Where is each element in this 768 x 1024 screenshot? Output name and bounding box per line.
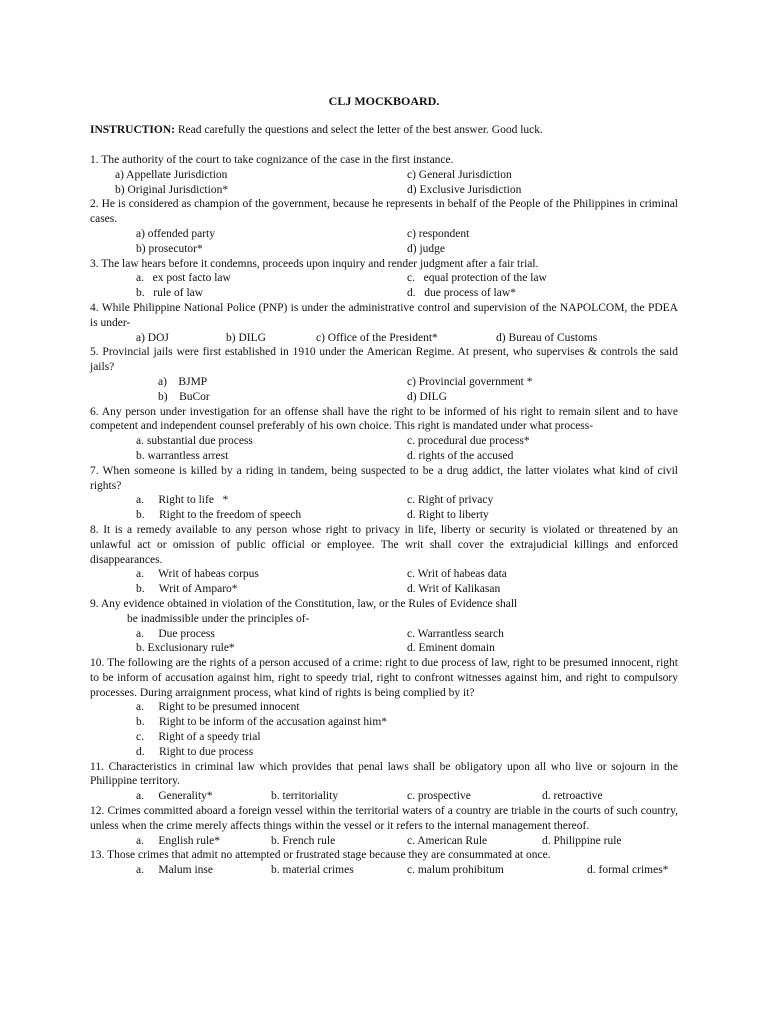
instruction-label: INSTRUCTION:: [90, 124, 175, 136]
answer-choice: b) prosecutor*: [136, 242, 203, 255]
question-text: 11. Characteristics in criminal law which provides that penal laws shall be obligatory upon all who live or sojourn in the Philippine territory.: [90, 760, 678, 788]
answer-choice: d. Right to due process: [136, 745, 254, 758]
answer-choice: b. material crimes: [271, 864, 354, 877]
answer-choice: c. equal protection of the law: [407, 272, 547, 285]
answer-choice: d. Philippine rule: [542, 834, 622, 847]
question-item: [90, 153, 678, 197]
answer-choice-row: [90, 582, 678, 597]
answer-choice: b. French rule: [271, 834, 336, 847]
answer-choice: c. Warrantless search: [407, 627, 504, 640]
answer-choice-row: [90, 700, 678, 715]
answer-choice-row: [90, 834, 678, 849]
answer-choice-row: [90, 493, 678, 508]
answer-choice: d) Exclusive Jurisdiction: [407, 183, 522, 196]
answer-choice-row: [90, 242, 678, 257]
answer-choice-row: [90, 715, 678, 730]
answer-choice: d. Right to liberty: [407, 509, 489, 522]
answer-choice: a. Generality*: [136, 790, 213, 803]
answer-choice: b) Original Jurisdiction*: [115, 183, 229, 196]
answer-choice-row: [90, 286, 678, 301]
answer-choice: d) DILG: [407, 390, 447, 403]
question-text: 2. He is considered as champion of the government, because he represents in behalf of the People of the Philippines in criminal cases.: [90, 198, 678, 226]
answer-choice: d. due process of law*: [407, 287, 516, 300]
question-item: [90, 257, 678, 301]
answer-choice: d. retroactive: [542, 790, 603, 803]
question-text: 7. When someone is killed by a riding in tandem, being suspected to be a drug addict, the latter violates what kind of civil rights?: [90, 464, 678, 492]
answer-choice: c. malum prohibitum: [407, 864, 504, 877]
answer-choice: d. formal crimes*: [587, 864, 669, 877]
answer-choice: c) respondent: [407, 227, 470, 240]
answer-choice: c) General Jurisdiction: [407, 168, 512, 181]
answer-choice: c. prospective: [407, 790, 471, 803]
answer-choice: a) DOJ: [136, 331, 169, 344]
answer-choice: a. Writ of habeas corpus: [136, 568, 259, 581]
question-text: 6. Any person under investigation for an offense shall have the right to be informed of his right to remain silent and to have competent and independent counsel preferably of his own choice. This right is mandated under what process-: [90, 405, 678, 433]
answer-choice-row: [90, 449, 678, 464]
answer-choice: a. English rule*: [136, 834, 220, 847]
answer-choice: b. territoriality: [271, 790, 339, 803]
instruction-text: Read carefully the questions and select the letter of the best answer. Good luck.: [177, 124, 543, 136]
instruction-line: [90, 123, 690, 138]
question-item: [90, 197, 678, 256]
answer-choice: b. Writ of Amparo*: [136, 583, 238, 596]
answer-choice-row: [90, 168, 678, 183]
answer-choice: b) BuCor: [158, 390, 210, 403]
question-item: [90, 597, 678, 656]
answer-choice-row: [90, 789, 678, 804]
answer-choice-row: [90, 641, 678, 656]
answer-choice: c) Provincial government *: [407, 375, 533, 388]
answer-choice: c. Writ of habeas data: [407, 568, 507, 581]
answer-choice: c) Office of the President*: [316, 331, 438, 344]
answer-choice-row: [90, 567, 678, 582]
question-text: 4. While Philippine National Police (PNP) is under the administrative control and supervision of the NAPOLCOM, the PDEA is under-: [90, 301, 678, 329]
answer-choice: a. Right to life *: [136, 494, 229, 507]
answer-choice: a) Appellate Jurisdiction: [115, 168, 228, 181]
answer-choice-row: [90, 863, 678, 878]
question-item: [90, 405, 678, 464]
answer-choice: d. Writ of Kalikasan: [407, 583, 501, 596]
question-text: 13. Those crimes that admit no attempted or frustrated stage because they are consummated at once.: [90, 849, 551, 862]
answer-choice: b. warrantless arrest: [136, 449, 229, 462]
question-text: 8. It is a remedy available to any person whose right to privacy in life, liberty or security is violated or threatened by an unlawful act or omission of public official or employee. The writ shall cover the extrajudicial killings and enforced disappearances.: [90, 523, 678, 566]
question-text: 5. Provincial jails were first established in 1910 under the American Regime. At present, who supervises & controls the said jails?: [90, 346, 678, 374]
question-list: [90, 153, 678, 878]
question-text: 9. Any evidence obtained in violation of the Constitution, law, or the Rules of Evidence shall: [90, 597, 518, 610]
answer-choice: d) Bureau of Customs: [496, 331, 598, 344]
document-title: CLJ MOCKBOARD.: [328, 94, 440, 108]
answer-choice: b. Exclusionary rule*: [136, 642, 235, 655]
answer-choice-row: [90, 730, 678, 745]
answer-choice: c. American Rule: [407, 834, 488, 847]
question-text: 3. The law hears before it condemns, proceeds upon inquiry and render judgment after a fair trial.: [90, 257, 539, 270]
question-item: [90, 804, 678, 848]
answer-choice: b. Right to be inform of the accusation against him*: [136, 716, 388, 729]
question-text: 1. The authority of the court to take cognizance of the case in the first instance.: [90, 154, 454, 166]
answer-choice: b. Right to the freedom of speech: [136, 509, 302, 522]
answer-choice: c. Right of privacy: [407, 494, 494, 507]
answer-choice-row: [90, 508, 678, 523]
answer-choice: a) BJMP: [158, 375, 208, 388]
answer-choice-row: [90, 434, 678, 449]
answer-choice-row: [90, 183, 678, 198]
answer-choice: b) DILG: [226, 331, 266, 344]
answer-choice: d. rights of the accused: [407, 449, 514, 462]
answer-choice-row: [90, 390, 678, 405]
question-text: 10. The following are the rights of a person accused of a crime: right to due process of law, right to be presumed innocent, right to be inform of accusation against him, right to speedy trial, right to confront witnesses against him, and right to compulsory processes. During arraignment process, what kind of rights is being complied by it?: [90, 657, 678, 699]
answer-choice: a. ex post facto law: [136, 272, 231, 285]
answer-choice-row: [90, 627, 678, 642]
answer-choice: a. Right to be presumed innocent: [136, 701, 300, 714]
answer-choice: a. substantial due process: [136, 435, 253, 448]
answer-choice-row: [90, 331, 678, 346]
question-item: [90, 760, 678, 804]
question-item: [90, 464, 678, 523]
question-item: [90, 523, 678, 597]
question-item: [90, 301, 678, 345]
answer-choice: b. rule of law: [136, 287, 204, 300]
answer-choice: d) judge: [407, 242, 446, 255]
question-item: [90, 656, 678, 760]
answer-choice: c. procedural due process*: [407, 435, 530, 448]
question-text: 12. Crimes committed aboard a foreign vessel within the territorial waters of a country are triable in the courts of such country, unless when the crime merely affects things within the vessel or it refers to the internal management thereof.: [90, 805, 678, 832]
question-item: [90, 848, 678, 878]
answer-choice: c. Right of a speedy trial: [136, 731, 261, 744]
answer-choice-row: [90, 375, 678, 390]
answer-choice-row: [90, 745, 678, 760]
answer-choice: a) offended party: [136, 227, 215, 240]
question-item: [90, 345, 678, 404]
question-text-continuation: be inadmissible under the principles of-: [127, 612, 310, 625]
answer-choice: a. Malum inse: [136, 864, 213, 877]
answer-choice: a. Due process: [136, 627, 215, 640]
answer-choice-row: [90, 227, 678, 242]
answer-choice-row: [90, 271, 678, 286]
answer-choice: d. Eminent domain: [407, 642, 495, 655]
